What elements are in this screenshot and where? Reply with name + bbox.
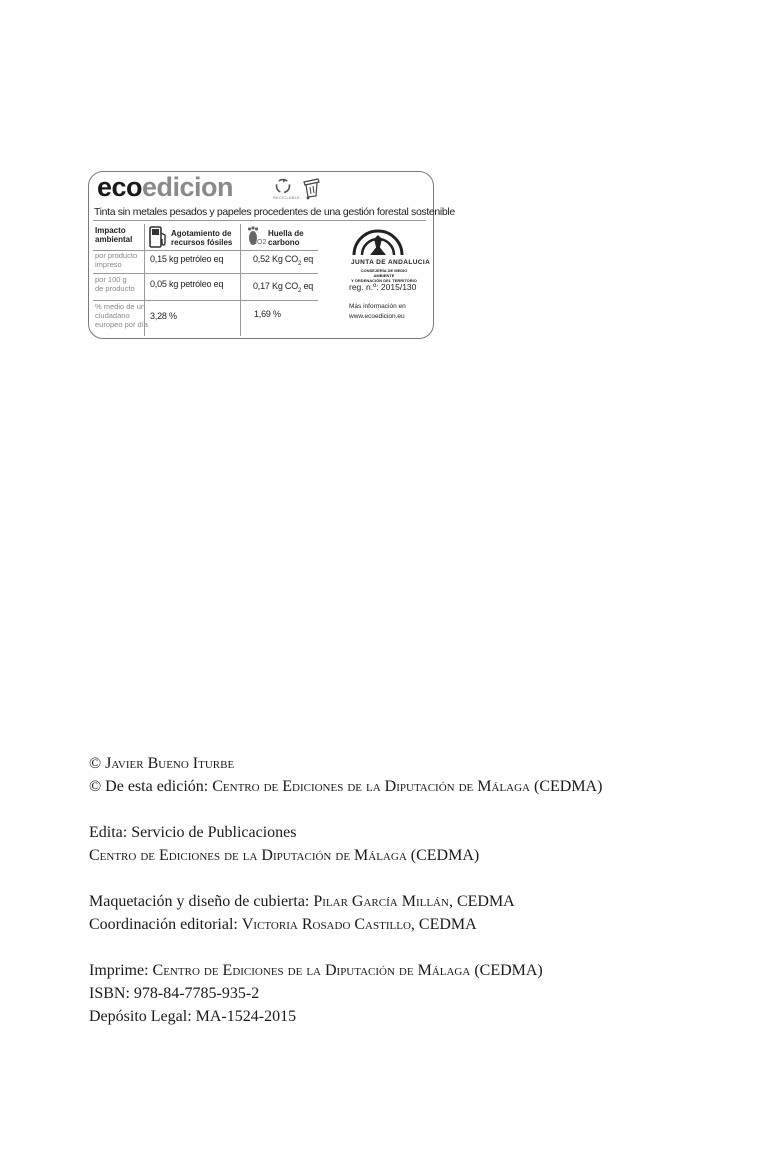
- row-label: por producto impreso: [95, 251, 138, 269]
- more-info: Más información en www.ecoedicion.eu: [349, 303, 406, 320]
- recycle-icon: [275, 178, 291, 194]
- row-label: % medio de un ciudadano europeo por día: [95, 302, 148, 329]
- fuel-pump-icon: [149, 226, 167, 248]
- eco-tagline: Tinta sin metales pesados y papeles procedentes de una gestión forestal sostenible: [94, 206, 455, 218]
- junta-andalucia-emblem-icon: [350, 227, 406, 257]
- fossil-value: 0,05 kg petróleo eq: [150, 279, 224, 289]
- author-credit: © Javier Bueno Iturbe: [89, 755, 235, 772]
- junta-subtitle: CONSEJERÍA DE MEDIO AMBIENTE Y ORDENACIÓN DEL TERRITORIO: [351, 268, 417, 283]
- publisher-org: Centro de Ediciones de la Diputación de Málaga (CEDMA): [89, 847, 480, 864]
- impact-header: Impacto ambiental: [95, 226, 133, 244]
- edition-credit: © De esta edición: Centro de Ediciones de la Diputación de Málaga (CEDMA): [89, 778, 603, 795]
- ecoedicion-label: [88, 171, 455, 339]
- recycle-bin-icon: [299, 176, 323, 200]
- row-divider: [93, 300, 318, 301]
- junta-title: JUNTA DE ANDALUCIA: [351, 259, 431, 266]
- divider: [93, 220, 426, 221]
- carbon-value: 0,52 Kg $CO_2$ eq: [253, 254, 314, 267]
- fossil-value: 3,28 %: [150, 311, 177, 321]
- editorial-credit: Coordinación editorial: Victoria Rosado Castillo, CEDMA: [89, 916, 477, 933]
- layout-credit: Maquetación y diseño de cubierta: Pilar García Millán, CEDMA: [89, 893, 515, 910]
- fossil-header: Agotamiento de recursos fósiles: [171, 229, 233, 247]
- ecoedicion-logo: ecoedicion: [97, 172, 234, 202]
- recyclable-label: RECICLABLE: [273, 195, 300, 200]
- registration-number: reg. n.º: 2015/130: [349, 282, 417, 292]
- co2-icon-text: CO2: [252, 239, 267, 246]
- legal-deposit: Depósito Legal: MA-1524-2015: [89, 1008, 297, 1025]
- column-divider: [240, 224, 241, 336]
- fossil-value: 0,15 kg petróleo eq: [150, 254, 224, 264]
- credits-block: [89, 752, 602, 1028]
- printer-credit: Imprime: Centro de Ediciones de la Diputación de Málaga (CEDMA): [89, 962, 543, 979]
- carbon-value: 1,69 %: [254, 309, 281, 319]
- row-label: por 100 g de producto: [95, 275, 135, 293]
- row-divider: [93, 273, 318, 274]
- publisher-credit: Edita: Servicio de Publicaciones: [89, 824, 297, 841]
- carbon-header: Huella de carbono: [268, 229, 304, 247]
- isbn: ISBN: 978-84-7785-935-2: [89, 985, 260, 1002]
- carbon-value: 0,17 Kg $CO_2$ eq: [253, 281, 314, 294]
